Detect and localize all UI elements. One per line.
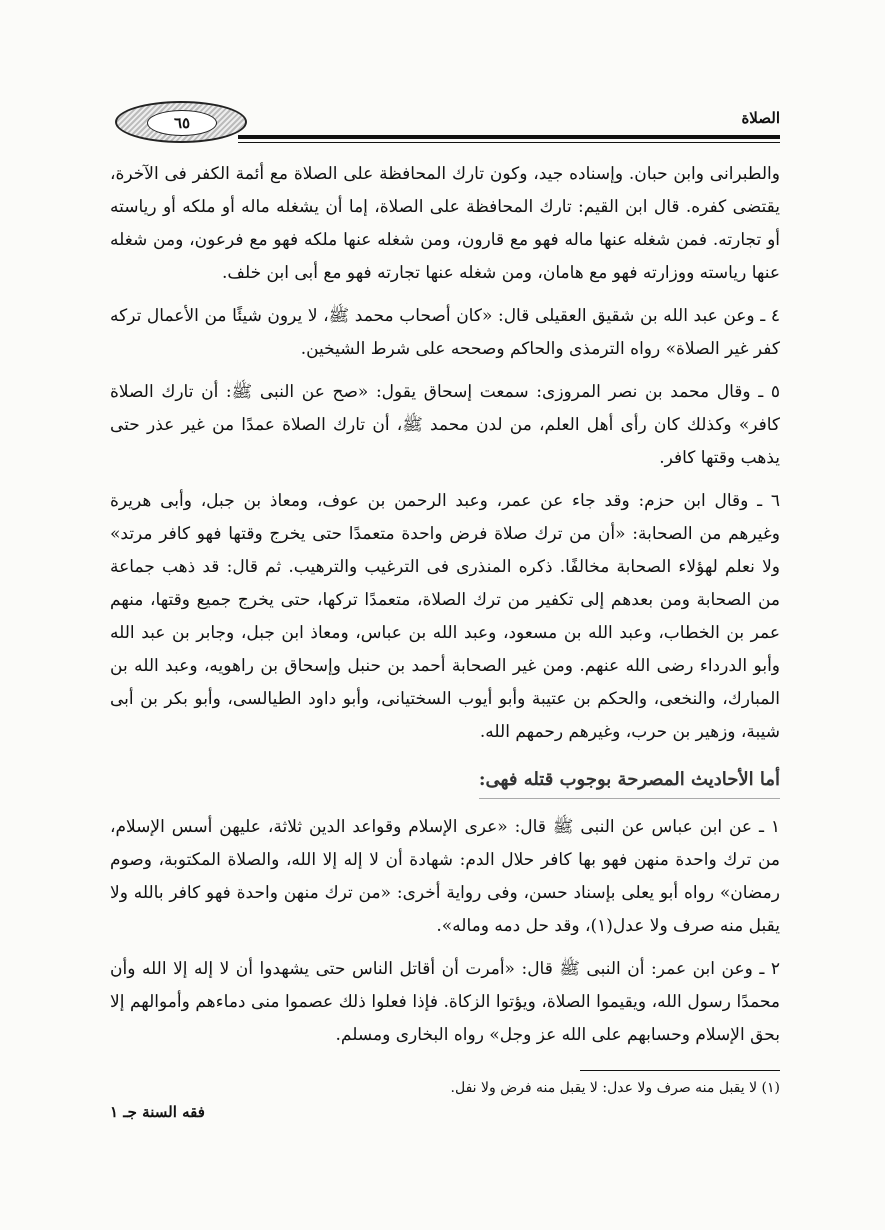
header-rule (238, 135, 780, 139)
paragraph: ٦ ـ وقال ابن حزم: وقد جاء عن عمر، وعبد الرحمن بن عوف، ومعاذ بن جبل، وأبى هريرة وغيرهم من الصحابة: «أن من ترك صلاة فرض واحدة متعمدًا حتى يخرج وقتها فهو كافر مرتد» ولا نعلم لهؤلاء الصحابة مخالفًا. ذكره المنذرى فى الترغيب والترهيب. ثم قال: قد ذهب جماعة من الصحابة ومن بعدهم إلى تكفير من ترك الصلاة، متعمدًا تركها، حتى يخرج جميع وقتها، منهم عمر بن الخطاب، وعبد الله بن مسعود، وعبد الله بن عباس، ومعاذ ابن جبل، وجابر بن عبد الله وأبو الدرداء رضى الله عنهم. ومن غير الصحابة أحمد بن حنبل وإسحاق بن راهويه، وعبد الله بن المبارك، والنخعى، والحكم بن عتيبة وأبو أيوب السختيانى، وأبو داود الطيالسى، وأبو بكر بن أبى شيبة، وزهير بن حرب، وغيرهم رحمهم الله. (110, 491, 780, 742)
book-footer: فقه السنة جـ ١ (110, 1103, 205, 1121)
paragraph: ٥ ـ وقال محمد بن نصر المروزى: سمعت إسحاق يقول: «صح عن النبى ﷺ: أن تارك الصلاة كافر» وكذلك كان رأى أهل العلم، من لدن محمد ﷺ، أن تارك الصلاة عمدًا من غير عذر حتى يذهب وقتها كافر. (110, 382, 780, 468)
paragraph: ١ ـ عن ابن عباس عن النبى ﷺ قال: «عرى الإسلام وقواعد الدين ثلاثة، عليهن أسس الإسلام، من ترك واحدة منهن فهو بها كافر حلال الدم: شهادة أن لا إله إلا الله، والصلاة المكتوبة، وصوم رمضان» رواه أبو يعلى بإسناد حسن، وفى رواية أخرى: «من ترك منهن واحدة فهو كافر بالله ولا يقبل منه صرف ولا عدل(١)، وقد حل دمه وماله». (110, 817, 780, 936)
page-body (110, 158, 780, 1062)
paragraph: والطبرانى وابن حبان. وإسناده جيد، وكون تارك المحافظة على الصلاة مع أئمة الكفر فى الآخرة، يقتضى كفره. قال ابن القيم: تارك المحافظة على الصلاة، إما أن يشغله ماله أو ملكه أو رياسته أو تجارته. فمن شغله عنها ماله فهو مع قارون، ومن شغله عنها ملكه فهو مع فرعون، ومن شغله عنها رياسته ووزارته فهو مع هامان، ومن شغله عنها تجارته فهو مع أبى ابن خلف. (110, 164, 780, 283)
header-rule-thin (238, 142, 780, 143)
page-header (110, 95, 780, 151)
section-heading: أما الأحاديث المصرحة بوجوب قتله فهى: (479, 763, 780, 799)
footnote: (١) لا يقبل منه صرف ولا عدل: لا يقبل منه فرض ولا نفل. (450, 1080, 780, 1096)
paragraph: ٢ ـ وعن ابن عمر: أن النبى ﷺ قال: «أمرت أن أقاتل الناس حتى يشهدوا أن لا إله إلا الله وأن محمدًا رسول الله، ويقيموا الصلاة، ويؤتوا الزكاة. فإذا فعلوا ذلك عصموا منى دماءهم وأموالهم إلا بحق الإسلام وحسابهم على الله عز وجل» رواه البخارى ومسلم. (110, 959, 780, 1045)
paragraph: ٤ ـ وعن عبد الله بن شقيق العقيلى قال: «كان أصحاب محمد ﷺ، لا يرون شيئًا من الأعمال تركه كفر غير الصلاة» رواه الترمذى والحاكم وصححه على شرط الشيخين. (110, 306, 780, 359)
footnote-divider (580, 1070, 780, 1071)
page-number-ornament (115, 101, 247, 143)
chapter-title: الصلاة (741, 109, 780, 127)
page-number: ٦٥ (147, 110, 217, 136)
